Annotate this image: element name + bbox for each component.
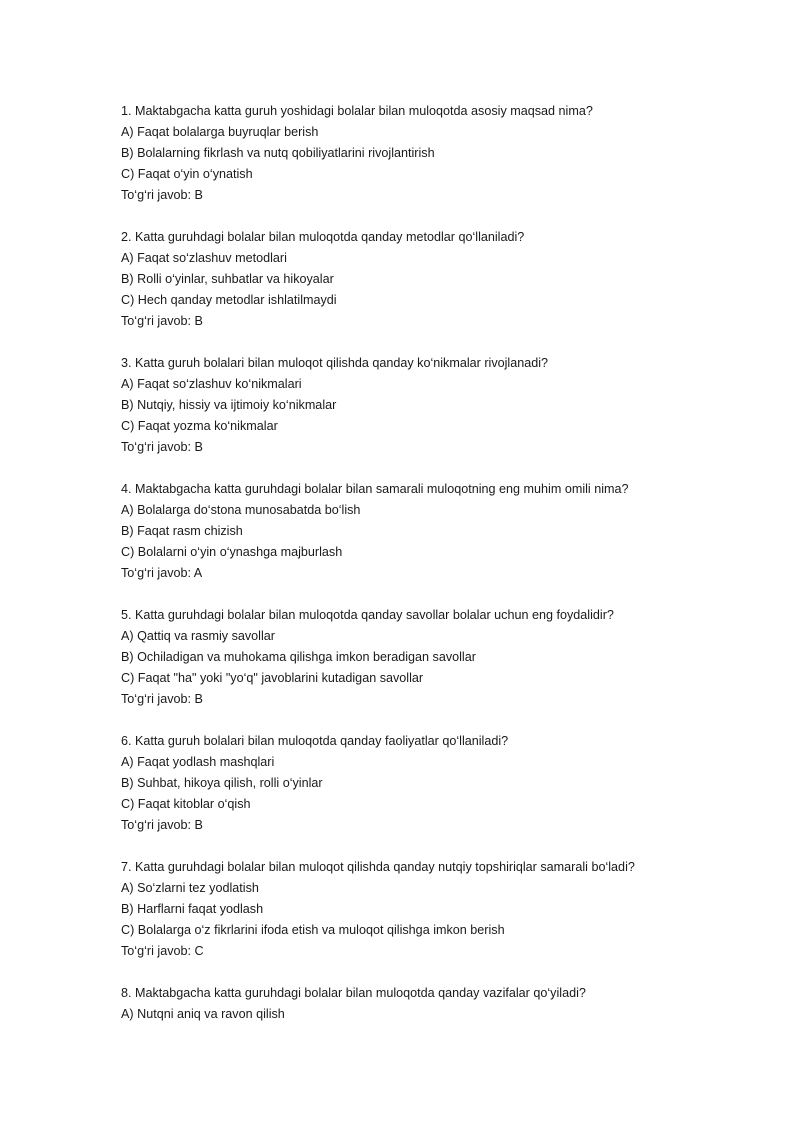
- question-text: 7. Katta guruhdagi bolalar bilan muloqot qilishda qanday nutqiy topshiriqlar samarali bo‘ladi?: [121, 860, 635, 874]
- answer-option: A) Faqat yodlash mashqlari: [121, 755, 275, 769]
- correct-answer: To‘g‘ri javob: B: [121, 440, 203, 454]
- question-block: [121, 353, 761, 458]
- answer-option: B) Rolli o‘yinlar, suhbatlar va hikoyalar: [121, 272, 334, 286]
- answer-option: A) Faqat bolalarga buyruqlar berish: [121, 125, 319, 139]
- question-text: 4. Maktabgacha katta guruhdagi bolalar bilan samarali muloqotning eng muhim omili nima?: [121, 482, 629, 496]
- answer-option: B) Suhbat, hikoya qilish, rolli o‘yinlar: [121, 776, 323, 790]
- question-block: [121, 857, 761, 962]
- correct-answer: To‘g‘ri javob: B: [121, 188, 203, 202]
- question-text: 1. Maktabgacha katta guruh yoshidagi bolalar bilan muloqotda asosiy maqsad nima?: [121, 104, 593, 118]
- question-block: [121, 227, 761, 332]
- answer-option: B) Harflarni faqat yodlash: [121, 902, 264, 916]
- answer-option: A) Faqat so‘zlashuv metodlari: [121, 251, 287, 265]
- answer-option: C) Hech qanday metodlar ishlatilmaydi: [121, 293, 337, 307]
- answer-option: B) Ochiladigan va muhokama qilishga imkon beradigan savollar: [121, 650, 476, 664]
- correct-answer: To‘g‘ri javob: B: [121, 818, 203, 832]
- answer-option: B) Nutqiy, hissiy va ijtimoiy ko‘nikmalar: [121, 398, 337, 412]
- answer-option: A) So‘zlarni tez yodlatish: [121, 881, 259, 895]
- answer-option: C) Faqat o‘yin o‘ynatish: [121, 167, 253, 181]
- answer-option: C) Faqat yozma ko‘nikmalar: [121, 419, 278, 433]
- question-text: 3. Katta guruh bolalari bilan muloqot qilishda qanday ko‘nikmalar rivojlanadi?: [121, 356, 549, 370]
- question-block: [121, 479, 761, 584]
- question-block: [121, 731, 761, 836]
- question-text: 6. Katta guruh bolalari bilan muloqotda qanday faoliyatlar qo‘llaniladi?: [121, 734, 509, 748]
- quiz-content: [121, 101, 761, 1046]
- question-block: [121, 101, 761, 206]
- correct-answer: To‘g‘ri javob: B: [121, 692, 203, 706]
- answer-option: C) Faqat kitoblar o‘qish: [121, 797, 251, 811]
- answer-option: A) Faqat so‘zlashuv ko‘nikmalari: [121, 377, 302, 391]
- correct-answer: To‘g‘ri javob: B: [121, 314, 203, 328]
- question-text: 2. Katta guruhdagi bolalar bilan muloqotda qanday metodlar qo‘llaniladi?: [121, 230, 525, 244]
- answer-option: A) Qattiq va rasmiy savollar: [121, 629, 275, 643]
- answer-option: C) Bolalarga o‘z fikrlarini ifoda etish va muloqot qilishga imkon berish: [121, 923, 505, 937]
- question-block: [121, 983, 761, 1025]
- correct-answer: To‘g‘ri javob: A: [121, 566, 203, 580]
- answer-option: C) Faqat "ha" yoki "yo‘q" javoblarini kutadigan savollar: [121, 671, 424, 685]
- question-block: [121, 605, 761, 710]
- question-text: 8. Maktabgacha katta guruhdagi bolalar bilan muloqotda qanday vazifalar qo‘yiladi?: [121, 986, 586, 1000]
- answer-option: B) Bolalarning fikrlash va nutq qobiliyatlarini rivojlantirish: [121, 146, 435, 160]
- correct-answer: To‘g‘ri javob: C: [121, 944, 204, 958]
- question-text: 5. Katta guruhdagi bolalar bilan muloqotda qanday savollar bolalar uchun eng foydalidir?: [121, 608, 614, 622]
- answer-option: B) Faqat rasm chizish: [121, 524, 243, 538]
- answer-option: A) Nutqni aniq va ravon qilish: [121, 1007, 285, 1021]
- answer-option: A) Bolalarga do‘stona munosabatda bo‘lish: [121, 503, 361, 517]
- answer-option: C) Bolalarni o‘yin o‘ynashga majburlash: [121, 545, 343, 559]
